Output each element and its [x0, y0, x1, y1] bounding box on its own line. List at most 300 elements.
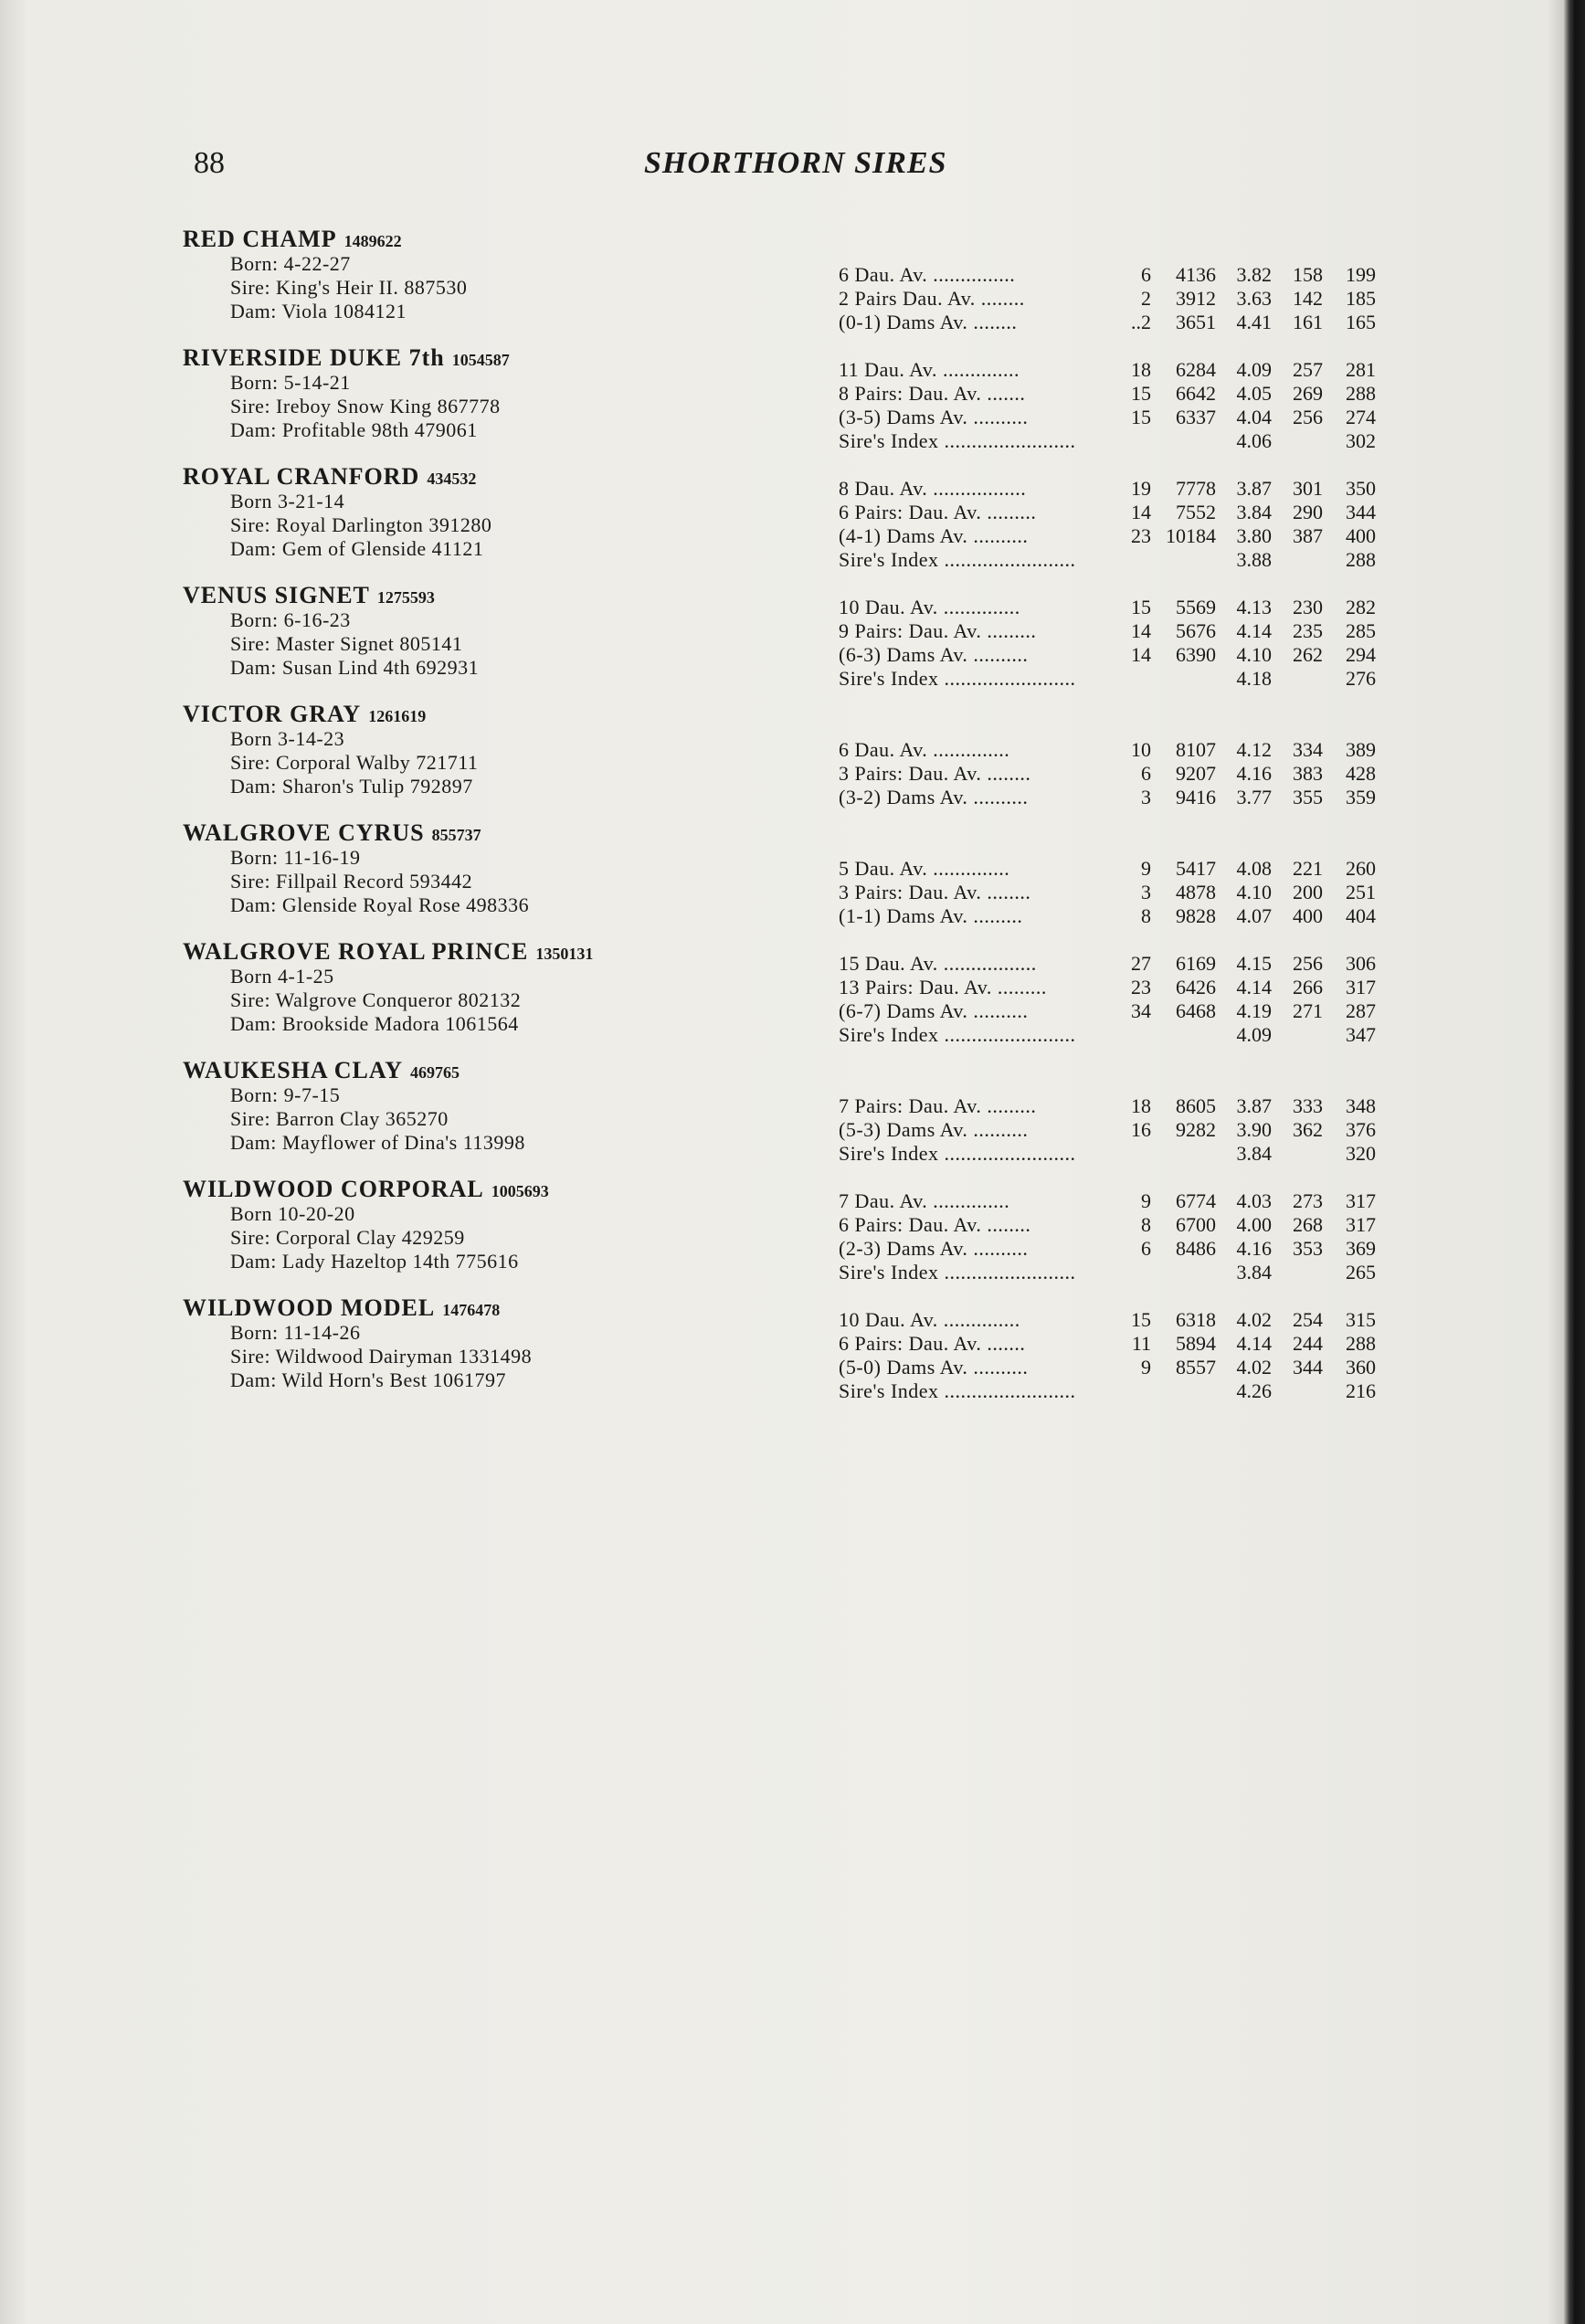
sire-line: Sire: Fillpail Record 593442 [230, 870, 473, 893]
stat-test: 4.13 [1236, 596, 1272, 618]
stat-row [839, 762, 1460, 786]
stat-label: 11 Dau. Av. .............. [839, 358, 1020, 381]
stat-test: 4.08 [1236, 857, 1272, 880]
stat-count: 6 [1141, 762, 1151, 785]
stat-fat: 333 [1293, 1094, 1323, 1117]
stat-milk: 5569 [1176, 596, 1216, 618]
registration-number: 1275593 [376, 588, 435, 607]
stat-count: 2 [1141, 287, 1151, 310]
stat-test: 3.84 [1236, 501, 1272, 523]
stat-value: 274 [1346, 406, 1376, 428]
stat-value: 317 [1346, 976, 1376, 998]
stat-milk: 3651 [1176, 311, 1216, 333]
stat-row [839, 501, 1460, 524]
stat-test: 4.12 [1236, 738, 1272, 761]
stat-label: 10 Dau. Av. .............. [839, 596, 1020, 618]
dam-line: Dam: Lady Hazeltop 14th 775616 [230, 1250, 519, 1273]
sire-entry [0, 583, 1564, 702]
stat-test: 4.26 [1236, 1379, 1272, 1402]
stat-count: 19 [1131, 477, 1151, 500]
stat-milk: 6390 [1176, 643, 1216, 666]
stat-test: 4.10 [1236, 881, 1272, 903]
stat-value: 288 [1346, 382, 1376, 405]
stat-label: Sire's Index ........................ [839, 1023, 1076, 1046]
stat-fat: 268 [1293, 1213, 1323, 1236]
born-line: Born: 5-14-21 [230, 371, 351, 394]
production-stats [839, 263, 1460, 334]
stat-row [839, 619, 1460, 643]
stat-value: 428 [1346, 762, 1376, 785]
sire-pedigree [183, 345, 840, 442]
stat-row [839, 429, 1460, 453]
stat-row [839, 1379, 1460, 1403]
sire-line: Sire: King's Heir II. 887530 [230, 276, 468, 299]
stat-test: 3.87 [1236, 477, 1272, 500]
dam-line: Dam: Viola 1084121 [230, 300, 407, 322]
stat-fat: 266 [1293, 976, 1323, 998]
stat-row [839, 1356, 1460, 1379]
sire-entry [0, 345, 1564, 464]
registration-number: 1261619 [368, 707, 427, 725]
stat-row [839, 1023, 1460, 1047]
production-stats [839, 596, 1460, 691]
stat-test: 4.07 [1236, 904, 1272, 927]
sire-name-line [183, 345, 840, 371]
stat-count: 6 [1141, 263, 1151, 286]
stat-fat: 257 [1293, 358, 1323, 381]
dam-line: Dam: Gem of Glenside 41121 [230, 537, 484, 560]
stat-value: 317 [1346, 1189, 1376, 1212]
stat-milk: 9828 [1176, 904, 1216, 927]
stat-row [839, 1189, 1460, 1213]
stat-label: 9 Pairs: Dau. Av. ......... [839, 619, 1037, 642]
stat-milk: 9282 [1176, 1118, 1216, 1141]
stat-milk: 8557 [1176, 1356, 1216, 1379]
stat-test: 4.19 [1236, 999, 1272, 1022]
stat-test: 4.14 [1236, 619, 1272, 642]
stat-label: 7 Pairs: Dau. Av. ......... [839, 1094, 1037, 1117]
stat-fat: 244 [1293, 1332, 1323, 1355]
sire-name: WALGROVE ROYAL PRINCE [183, 938, 529, 965]
born-line: Born: 11-16-19 [230, 846, 361, 869]
born-line: Born: 4-22-27 [230, 252, 351, 275]
stat-milk: 9207 [1176, 762, 1216, 785]
stat-value: 400 [1346, 524, 1376, 547]
stat-count: 23 [1131, 976, 1151, 998]
stat-row [839, 667, 1460, 691]
stat-fat: 355 [1293, 786, 1323, 808]
page-header [0, 146, 1564, 183]
stat-fat: 269 [1293, 382, 1323, 405]
sire-name-line [183, 820, 840, 846]
stat-label: (3-5) Dams Av. .......... [839, 406, 1029, 428]
sire-pedigree [183, 1295, 840, 1392]
stat-label: 3 Pairs: Dau. Av. ........ [839, 881, 1031, 903]
stat-milk: 6774 [1176, 1189, 1216, 1212]
sire-entry [0, 1177, 1564, 1295]
sire-line: Sire: Walgrove Conqueror 802132 [230, 988, 522, 1011]
sire-pedigree [183, 939, 840, 1036]
stat-value: 281 [1346, 358, 1376, 381]
registration-number: 469765 [410, 1063, 460, 1082]
stat-test: 4.14 [1236, 1332, 1272, 1355]
stat-milk: 5676 [1176, 619, 1216, 642]
stat-test: 3.84 [1236, 1142, 1272, 1165]
stat-row [839, 1332, 1460, 1356]
stat-count: 3 [1141, 786, 1151, 808]
stat-test: 4.04 [1236, 406, 1272, 428]
stat-test: 4.06 [1236, 429, 1272, 452]
stat-value: 288 [1346, 548, 1376, 571]
stat-row [839, 358, 1460, 382]
sire-name: WILDWOOD MODEL [183, 1294, 436, 1321]
stat-test: 4.09 [1236, 358, 1272, 381]
stat-fat: 256 [1293, 406, 1323, 428]
sire-name: RIVERSIDE DUKE 7th [183, 344, 445, 371]
sire-pedigree [183, 820, 840, 917]
stat-row [839, 1237, 1460, 1261]
sire-line: Sire: Barron Clay 365270 [230, 1107, 449, 1130]
stat-milk: 6426 [1176, 976, 1216, 998]
stat-value: 251 [1346, 881, 1376, 903]
stat-milk: 6337 [1176, 406, 1216, 428]
stat-value: 360 [1346, 1356, 1376, 1379]
stat-milk: 6284 [1176, 358, 1216, 381]
stat-value: 288 [1346, 1332, 1376, 1355]
stat-fat: 158 [1293, 263, 1323, 286]
sire-pedigree [183, 1058, 840, 1155]
dam-line: Dam: Mayflower of Dina's 113998 [230, 1131, 525, 1154]
stat-count: 9 [1141, 1189, 1151, 1212]
born-line: Born 3-14-23 [230, 727, 345, 750]
stat-count: 27 [1131, 952, 1151, 975]
stat-fat: 301 [1293, 477, 1323, 500]
stat-count: ..2 [1131, 311, 1151, 333]
stat-fat: 142 [1293, 287, 1323, 310]
stat-value: 369 [1346, 1237, 1376, 1260]
stat-count: 9 [1141, 857, 1151, 880]
sire-name-line [183, 1058, 840, 1083]
registration-number: 1350131 [535, 945, 594, 963]
stat-fat: 387 [1293, 524, 1323, 547]
stat-row [839, 786, 1460, 809]
born-line: Born 10-20-20 [230, 1202, 355, 1225]
sire-name-line [183, 1295, 840, 1321]
stat-test: 4.18 [1236, 667, 1272, 690]
stat-count: 6 [1141, 1237, 1151, 1260]
stat-count: 14 [1131, 501, 1151, 523]
stat-value: 282 [1346, 596, 1376, 618]
stat-test: 4.02 [1236, 1356, 1272, 1379]
sire-name-line [183, 227, 840, 252]
stat-milk: 7778 [1176, 477, 1216, 500]
stat-test: 4.02 [1236, 1308, 1272, 1331]
stat-row [839, 1261, 1460, 1284]
stat-label: Sire's Index ........................ [839, 1379, 1076, 1402]
stat-label: Sire's Index ........................ [839, 1261, 1076, 1283]
stat-test: 3.77 [1236, 786, 1272, 808]
sire-entry [0, 1295, 1564, 1414]
stat-label: Sire's Index ........................ [839, 548, 1076, 571]
stat-count: 8 [1141, 904, 1151, 927]
stat-test: 4.14 [1236, 976, 1272, 998]
sire-entry [0, 464, 1564, 583]
stat-row [839, 263, 1460, 287]
registration-number: 1476478 [442, 1301, 501, 1319]
stat-milk: 7552 [1176, 501, 1216, 523]
stat-milk: 6318 [1176, 1308, 1216, 1331]
stat-test: 3.90 [1236, 1118, 1272, 1141]
stat-milk: 4878 [1176, 881, 1216, 903]
stat-row [839, 382, 1460, 406]
dam-line: Dam: Brookside Madora 1061564 [230, 1012, 519, 1035]
stat-value: 344 [1346, 501, 1376, 523]
stat-label: 6 Pairs: Dau. Av. ....... [839, 1332, 1026, 1355]
stat-value: 348 [1346, 1094, 1376, 1117]
stat-milk: 4136 [1176, 263, 1216, 286]
born-line: Born: 9-7-15 [230, 1083, 341, 1106]
born-line: Born: 6-16-23 [230, 608, 351, 631]
stat-label: 6 Pairs: Dau. Av. ......... [839, 501, 1037, 523]
stat-count: 14 [1131, 619, 1151, 642]
stat-test: 4.10 [1236, 643, 1272, 666]
stat-fat: 235 [1293, 619, 1323, 642]
stat-row [839, 881, 1460, 904]
sire-name-line [183, 1177, 840, 1202]
stat-fat: 334 [1293, 738, 1323, 761]
stat-milk: 8486 [1176, 1237, 1216, 1260]
stat-label: (3-2) Dams Av. .......... [839, 786, 1029, 808]
sire-name-line [183, 939, 840, 965]
stat-label: (6-7) Dams Av. .......... [839, 999, 1029, 1022]
stat-label: 2 Pairs Dau. Av. ........ [839, 287, 1025, 310]
stat-count: 10 [1131, 738, 1151, 761]
stat-fat: 400 [1293, 904, 1323, 927]
stat-row [839, 477, 1460, 501]
stat-row [839, 1308, 1460, 1332]
stat-label: 10 Dau. Av. .............. [839, 1308, 1020, 1331]
stat-fat: 353 [1293, 1237, 1323, 1260]
stat-test: 4.41 [1236, 311, 1272, 333]
book-spine [1564, 0, 1585, 2324]
stat-label: 6 Dau. Av. .............. [839, 738, 1010, 761]
stat-test: 4.09 [1236, 1023, 1272, 1046]
stat-fat: 383 [1293, 762, 1323, 785]
stat-label: 13 Pairs: Dau. Av. ......... [839, 976, 1047, 998]
stat-fat: 262 [1293, 643, 1323, 666]
sire-pedigree [183, 464, 840, 561]
sire-entry [0, 820, 1564, 939]
stat-milk: 3912 [1176, 287, 1216, 310]
stat-value: 294 [1346, 643, 1376, 666]
stat-test: 3.63 [1236, 287, 1272, 310]
stat-value: 350 [1346, 477, 1376, 500]
stat-count: 3 [1141, 881, 1151, 903]
born-line: Born 4-1-25 [230, 965, 334, 988]
stat-count: 15 [1131, 406, 1151, 428]
stat-value: 404 [1346, 904, 1376, 927]
stat-row [839, 596, 1460, 619]
stat-label: (5-0) Dams Av. .......... [839, 1356, 1029, 1379]
production-stats [839, 358, 1460, 453]
stat-row [839, 904, 1460, 928]
stat-test: 3.84 [1236, 1261, 1272, 1283]
sire-pedigree [183, 583, 840, 680]
stat-row [839, 1094, 1460, 1118]
stat-count: 34 [1131, 999, 1151, 1022]
stat-value: 376 [1346, 1118, 1376, 1141]
sire-name-line [183, 464, 840, 490]
stat-value: 320 [1346, 1142, 1376, 1165]
stat-value: 185 [1346, 287, 1376, 310]
stat-milk: 6169 [1176, 952, 1216, 975]
stat-test: 3.80 [1236, 524, 1272, 547]
stat-test: 3.88 [1236, 548, 1272, 571]
stat-count: 15 [1131, 382, 1151, 405]
sire-name-line [183, 702, 840, 727]
stat-test: 4.03 [1236, 1189, 1272, 1212]
sire-name: WALGROVE CYRUS [183, 819, 425, 846]
stat-label: 15 Dau. Av. ................. [839, 952, 1037, 975]
dam-line: Dam: Susan Lind 4th 692931 [230, 656, 480, 679]
stat-value: 287 [1346, 999, 1376, 1022]
sire-name: VICTOR GRAY [183, 701, 362, 727]
stat-count: 11 [1131, 1332, 1151, 1355]
sire-name: VENUS SIGNET [183, 582, 370, 608]
page-number: 88 [194, 146, 225, 180]
stat-row [839, 311, 1460, 334]
stat-value: 216 [1346, 1379, 1376, 1402]
stat-row [839, 1142, 1460, 1166]
sire-pedigree [183, 227, 840, 323]
running-title: SHORTHORN SIRES [644, 146, 947, 180]
stat-test: 3.87 [1236, 1094, 1272, 1117]
stat-value: 347 [1346, 1023, 1376, 1046]
sire-name: WAUKESHA CLAY [183, 1057, 404, 1083]
stat-milk: 6468 [1176, 999, 1216, 1022]
stat-test: 4.16 [1236, 762, 1272, 785]
stat-milk: 10184 [1166, 524, 1216, 547]
registration-number: 434532 [427, 470, 477, 488]
stat-row [839, 524, 1460, 548]
stat-label: 6 Pairs: Dau. Av. ........ [839, 1213, 1031, 1236]
stat-fat: 254 [1293, 1308, 1323, 1331]
stat-value: 285 [1346, 619, 1376, 642]
stat-value: 260 [1346, 857, 1376, 880]
stat-label: 7 Dau. Av. .............. [839, 1189, 1010, 1212]
stat-milk: 8605 [1176, 1094, 1216, 1117]
stat-milk: 8107 [1176, 738, 1216, 761]
stat-label: Sire's Index ........................ [839, 429, 1076, 452]
sire-line: Sire: Corporal Walby 721711 [230, 751, 479, 774]
stat-test: 4.16 [1236, 1237, 1272, 1260]
stat-count: 18 [1131, 358, 1151, 381]
stat-label: 8 Dau. Av. ................. [839, 477, 1027, 500]
sire-pedigree [183, 1177, 840, 1273]
sire-line: Sire: Royal Darlington 391280 [230, 513, 492, 536]
stat-milk: 5417 [1176, 857, 1216, 880]
stat-row [839, 1213, 1460, 1237]
stat-row [839, 738, 1460, 762]
stat-fat: 256 [1293, 952, 1323, 975]
production-stats [839, 1094, 1460, 1166]
sire-line: Sire: Corporal Clay 429259 [230, 1226, 465, 1249]
stat-fat: 271 [1293, 999, 1323, 1022]
stat-milk: 6700 [1176, 1213, 1216, 1236]
sire-name-line [183, 583, 840, 608]
stat-value: 317 [1346, 1213, 1376, 1236]
stat-label: (1-1) Dams Av. ......... [839, 904, 1023, 927]
production-stats [839, 857, 1460, 928]
sire-name: ROYAL CRANFORD [183, 463, 420, 490]
born-line: Born 3-21-14 [230, 490, 345, 512]
stat-label: (5-3) Dams Av. .......... [839, 1118, 1029, 1141]
stat-count: 18 [1131, 1094, 1151, 1117]
stat-row [839, 857, 1460, 881]
stat-test: 4.15 [1236, 952, 1272, 975]
stat-count: 14 [1131, 643, 1151, 666]
registration-number: 855737 [431, 826, 481, 844]
stat-count: 15 [1131, 596, 1151, 618]
stat-count: 15 [1131, 1308, 1151, 1331]
stat-fat: 230 [1293, 596, 1323, 618]
stat-fat: 273 [1293, 1189, 1323, 1212]
dam-line: Dam: Profitable 98th 479061 [230, 418, 478, 441]
stat-value: 276 [1346, 667, 1376, 690]
stat-label: (4-1) Dams Av. .......... [839, 524, 1029, 547]
stat-count: 16 [1131, 1118, 1151, 1141]
registration-number: 1054587 [451, 351, 510, 369]
stat-value: 199 [1346, 263, 1376, 286]
registration-number: 1489622 [343, 232, 402, 250]
stat-value: 389 [1346, 738, 1376, 761]
stat-label: Sire's Index ........................ [839, 1142, 1076, 1165]
dam-line: Dam: Wild Horn's Best 1061797 [230, 1368, 506, 1391]
sire-pedigree [183, 702, 840, 798]
stat-label: (0-1) Dams Av. ........ [839, 311, 1018, 333]
stat-value: 265 [1346, 1261, 1376, 1283]
stat-row [839, 1118, 1460, 1142]
stat-value: 302 [1346, 429, 1376, 452]
sire-name: WILDWOOD CORPORAL [183, 1176, 484, 1202]
stat-count: 8 [1141, 1213, 1151, 1236]
sire-entry [0, 227, 1564, 345]
stat-row [839, 976, 1460, 999]
production-stats [839, 1189, 1460, 1284]
dam-line: Dam: Glenside Royal Rose 498336 [230, 893, 530, 916]
production-stats [839, 1308, 1460, 1403]
dam-line: Dam: Sharon's Tulip 792897 [230, 775, 473, 798]
production-stats [839, 738, 1460, 809]
registration-number: 1005693 [491, 1182, 549, 1200]
stat-row [839, 406, 1460, 429]
stat-row [839, 643, 1460, 667]
stat-row [839, 548, 1460, 572]
stat-row [839, 999, 1460, 1023]
sire-entry [0, 702, 1564, 820]
stat-milk: 6642 [1176, 382, 1216, 405]
production-stats [839, 952, 1460, 1047]
stat-count: 23 [1131, 524, 1151, 547]
stat-row [839, 287, 1460, 311]
stat-row [839, 952, 1460, 976]
sire-line: Sire: Master Signet 805141 [230, 632, 463, 655]
stat-label: (2-3) Dams Av. .......... [839, 1237, 1029, 1260]
stat-test: 3.82 [1236, 263, 1272, 286]
stat-fat: 161 [1293, 311, 1323, 333]
born-line: Born: 11-14-26 [230, 1321, 361, 1344]
stat-fat: 362 [1293, 1118, 1323, 1141]
